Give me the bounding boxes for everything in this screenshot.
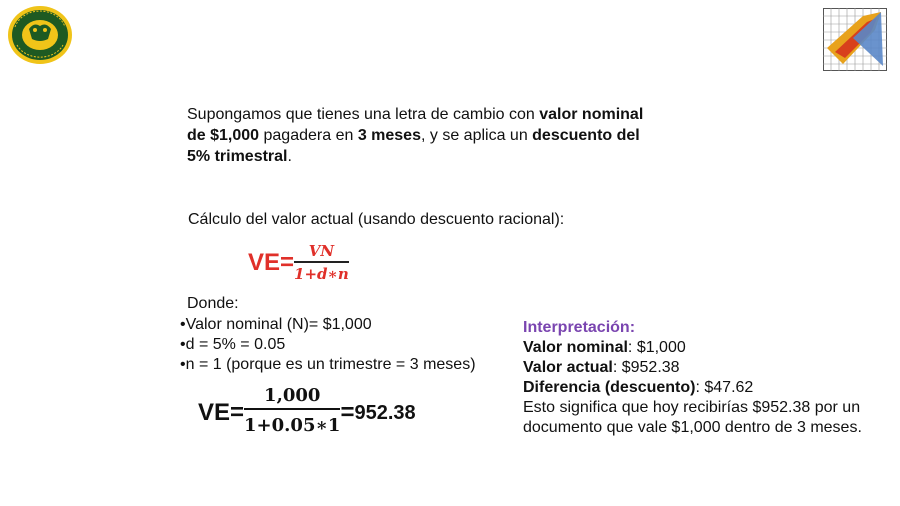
- university-seal-logo: [7, 5, 73, 65]
- intro-paragraph: Supongamos que tienes una letra de cambio con valor nominal de $1,000 pagadera en 3 meses, y se aplica un descuento del 5% trimestral.: [187, 106, 644, 165]
- calc-title: Cálculo del valor actual (usando descuento racional):: [188, 211, 565, 228]
- intro-bold-meses: 3 meses: [357, 127, 421, 144]
- intro-bold-valor-nominal: valor nominal de $1,000: [187, 106, 644, 144]
- variable-item: •d = 5% = 0.05: [180, 336, 286, 353]
- variables-list: [180, 315, 476, 375]
- formula-numeric-denominator: 1+0.05∗1: [244, 415, 341, 436]
- formula-general-denominator: 1+d∗n: [294, 264, 349, 283]
- interpretation-diferencia: Diferencia (descuento): $47.62: [523, 379, 754, 396]
- formula-numeric-result: 952.38: [354, 401, 416, 424]
- formula-numeric: [198, 384, 416, 442]
- interpretation-valor-nominal: Valor nominal: $1,000: [523, 339, 686, 356]
- intro-bold-descuento: descuento del 5% trimestral: [187, 127, 640, 165]
- variable-item: •Valor nominal (N)= $1,000: [180, 316, 372, 333]
- formula-numeric-lhs: VE=: [198, 399, 245, 426]
- interpretation-text: Esto significa que hoy recibirías $952.38 por un documento que vale $1,000 dentro de 3 meses.: [523, 399, 862, 436]
- formula-numeric-fraction: [244, 384, 340, 442]
- variable-item: •n = 1 (porque es un trimestre = 3 meses): [180, 356, 476, 373]
- formula-general-lhs: VE=: [248, 249, 295, 277]
- formula-numeric-equals: =: [340, 399, 355, 426]
- grid-arrow-logo: [823, 8, 887, 71]
- interpretation-block: [523, 318, 893, 438]
- donde-label: Donde:: [187, 295, 239, 312]
- formula-general: [248, 242, 349, 285]
- formula-general-fraction: [294, 242, 349, 285]
- formula-numeric-numerator: 1,000: [264, 385, 321, 406]
- formula-general-numerator: VN: [308, 242, 335, 260]
- interpretation-title: Interpretación:: [523, 319, 636, 336]
- interpretation-valor-actual: Valor actual: $952.38: [523, 359, 680, 376]
